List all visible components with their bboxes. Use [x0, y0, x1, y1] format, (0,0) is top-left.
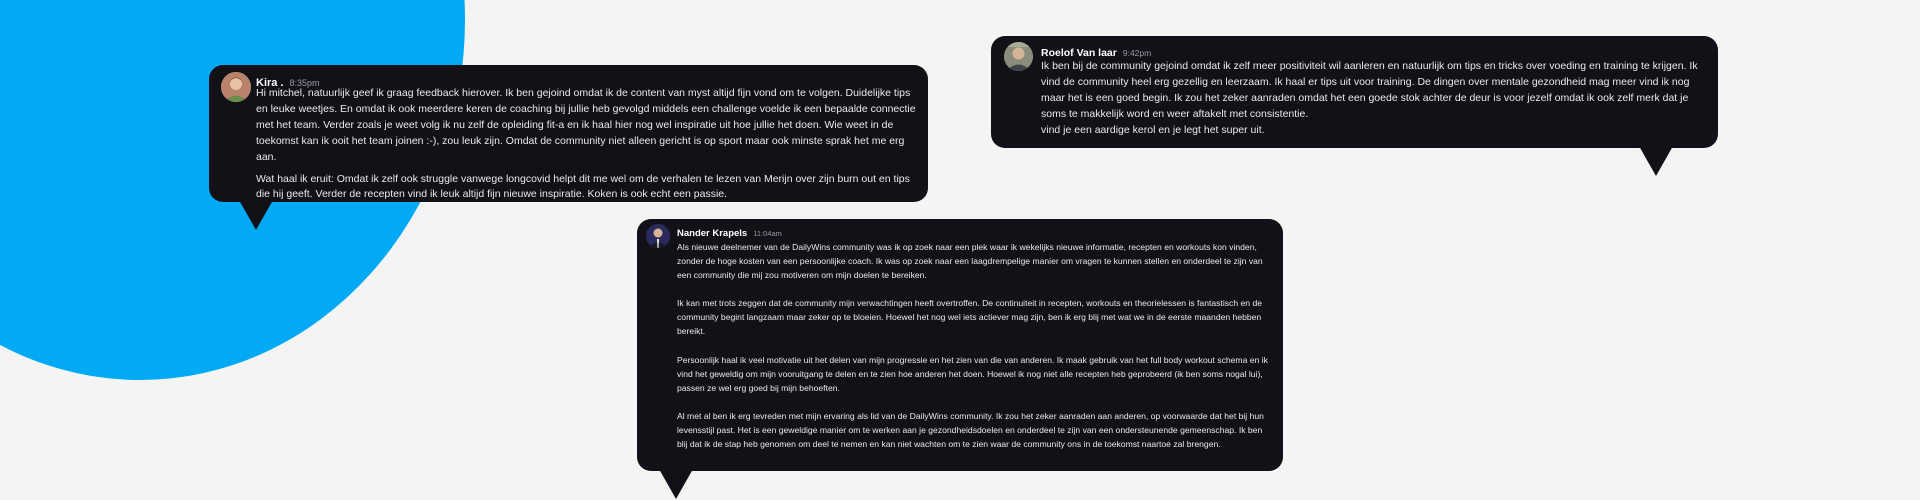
avatar: [221, 72, 251, 102]
message-body: [1041, 58, 1706, 138]
user-avatar-icon: [221, 72, 251, 102]
message-paragraph: Hi mitchel, natuurlijk geef ik graag feedback hierover. Ik ben gejoind omdat ik de content van myst altijd fijn vond om te volgen. Duidelijke tips en leuke weetjes. En omdat ik ook meerdere keren de coaching bij jullie heb gevolgd middels een challenge voelde ik een bepaalde connectie met het team. Verder zoals je weet volg ik nu zelf de opleiding fit-a en ik haal hier nog wel inspiratie uit hoe jullie het doen. Wie weet in de toekomst kan ik ooit het team joinen :-), zou leuk zijn. Omdat de community niet alleen gericht is op sport maar ook minste sprak het me erg aan.: [256, 87, 916, 163]
speech-bubble-tail: [659, 469, 693, 499]
message-timestamp: 9:42pm: [1122, 48, 1152, 58]
message-paragraph: Ik ben bij de community gejoind omdat ik zelf meer positiviteit wil aanleren en natuurlijk om tips en tricks over voeding en training te krijgen. Ik vind de community heel erg gezellig en leerzaam. Ik haal er tips uit voor training. De dingen over mentale gezondheid mag meer vind ik nog maar het is een goed begin. Ik zou het zeker aanraden omdat het een goede stok achter de deur is voor jezelf omdat ik ook zelf merk dat je soms te makkelijk word en weer aftakelt met consistentie.: [1041, 60, 1698, 120]
author-name: Nander Krapels: [677, 228, 748, 239]
testimonial-bubble-kira: [209, 65, 928, 202]
message-paragraph: vind je een aardige kerol en je legt het super uit.: [1041, 124, 1265, 136]
testimonial-bubble-roelof: [991, 36, 1718, 148]
user-avatar-icon: [646, 224, 670, 248]
message-timestamp: 11:04am: [753, 229, 782, 238]
message-paragraph: Als nieuwe deelnemer van de DailyWins community was ik op zoek naar een plek waar ik wekelijks nieuwe informatie, recepten en workouts kon vinden, zonder de hoge kosten van een persoonlijke coach. Ik was op zoek naar een laagdrempelige manier om vragen te kunnen stellen en onderdeel te zijn van een community die mij zou motiveren om mijn doelen te bereiken.: [677, 242, 1263, 281]
message-header: [677, 223, 782, 241]
speech-bubble-tail: [1639, 146, 1673, 176]
message-paragraph: Wat haal ik eruit: Omdat ik zelf ook struggle vanwege longcovid helpt dit me wel om de verhalen te lezen van Merijn over zijn burn out en tips die hij geeft. Verder de recepten vind ik leuk altijd fijn nieuwe inspiratie. Koken is ook echt een passie.: [256, 172, 910, 201]
message-timestamp: 8:35pm: [289, 78, 320, 88]
speech-bubble-tail: [239, 200, 273, 230]
author-name: Kira .: [256, 77, 284, 89]
message-body: [677, 240, 1272, 451]
avatar: [646, 224, 670, 248]
message-paragraph: Persoonlijk haal ik veel motivatie uit het delen van mijn progressie en het zien van die van anderen. Ik maak gebruik van het full body workout schema en ik vind het geweldig om mijn vooruitgang te delen en te zien hoe anderen het doen. Hoewel ik nog niet alle recepten heb geprobeerd (ik ben soms nogal lui), passen ze wel erg goed bij mijn behoeften.: [677, 354, 1268, 393]
message-paragraph: Al met al ben ik erg tevreden met mijn ervaring als lid van de DailyWins community. Ik zou het zeker aanraden aan anderen, op voorwaarde dat het bij hun levensstijl past. Het is een geweldige manier om te werken aan je gezondheidsdoelen en onderdeel te zijn van een ondersteunende gemeenschap. Ik ben blij dat ik de stap heb genomen om deel te nemen en kan niet wachten om te zien waar de community ons in de toekomst naartoe zal brengen.: [677, 410, 1264, 450]
message-body: [256, 86, 916, 203]
message-paragraph: Ik kan met trots zeggen dat de community mijn verwachtingen heeft overtroffen. De continuiteit in recepten, workouts en theorielessen is fantastisch en de community begint langzaam maar zeker op te bloeien. Hoewel het nog wel iets actiever mag zijn, ben ik erg blij met wat we in de eerste maanden hebben bereikt.: [677, 298, 1263, 337]
author-name: Roelof Van laar: [1041, 47, 1117, 59]
avatar: [1004, 42, 1033, 71]
testimonial-bubble-nander: [637, 219, 1283, 471]
user-avatar-icon: [1004, 42, 1033, 71]
